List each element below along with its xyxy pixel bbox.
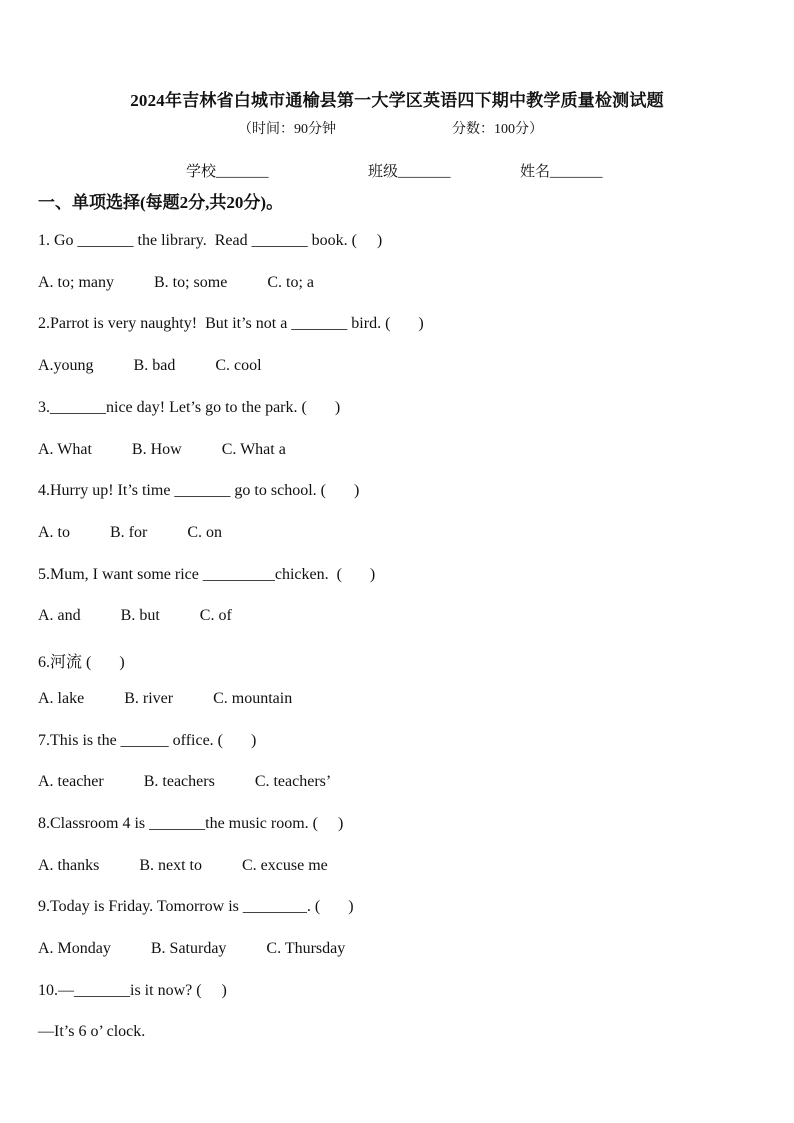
question-10: 10.—_______is it now? ( ) [38,982,227,999]
options-7: A. teacher B. teachers C. teachers’ [38,773,332,790]
question-8: 8.Classroom 4 is _______the music room. ( ) [38,815,344,832]
options-4: A. to B. for C. on [38,524,222,541]
section-heading: 一、单项选择(每题2分,共20分)。 [38,193,284,212]
class-field: 班级_______ [368,164,451,180]
question-7: 7.This is the ______ office. ( ) [38,732,257,749]
options-1: A. to; many B. to; some C. to; a [38,274,314,291]
page-title: 2024年吉林省白城市通榆县第一大学区英语四下期中教学质量检测试题 [130,91,664,110]
answer-10: —It’s 6 o’ clock. [38,1023,146,1040]
options-5: A. and B. but C. of [38,607,232,624]
total-score: 分数：100分） [452,122,543,137]
question-4: 4.Hurry up! It’s time _______ go to school. ( ) [38,482,360,499]
question-1: 1. Go _______ the library. Read _______ book. ( ) [38,232,383,249]
options-2: A.young B. bad C. cool [38,357,262,374]
options-6: A. lake B. river C. mountain [38,690,293,707]
time-limit: （时间：90分钟 [238,122,336,137]
name-field: 姓名_______ [520,164,603,180]
options-3: A. What B. How C. What a [38,441,286,458]
question-9: 9.Today is Friday. Tomorrow is ________. ( ) [38,898,354,915]
options-9: A. Monday B. Saturday C. Thursday [38,940,346,957]
question-6: 6.河流 ( ) [38,654,125,671]
question-2: 2.Parrot is very naughty! But it’s not a _______ bird. ( ) [38,315,424,332]
school-field: 学校_______ [186,164,269,180]
question-5: 5.Mum, I want some rice _________chicken. ( ) [38,566,376,583]
options-8: A. thanks B. next to C. excuse me [38,857,328,874]
question-3: 3._______nice day! Let’s go to the park. ( ) [38,399,341,416]
